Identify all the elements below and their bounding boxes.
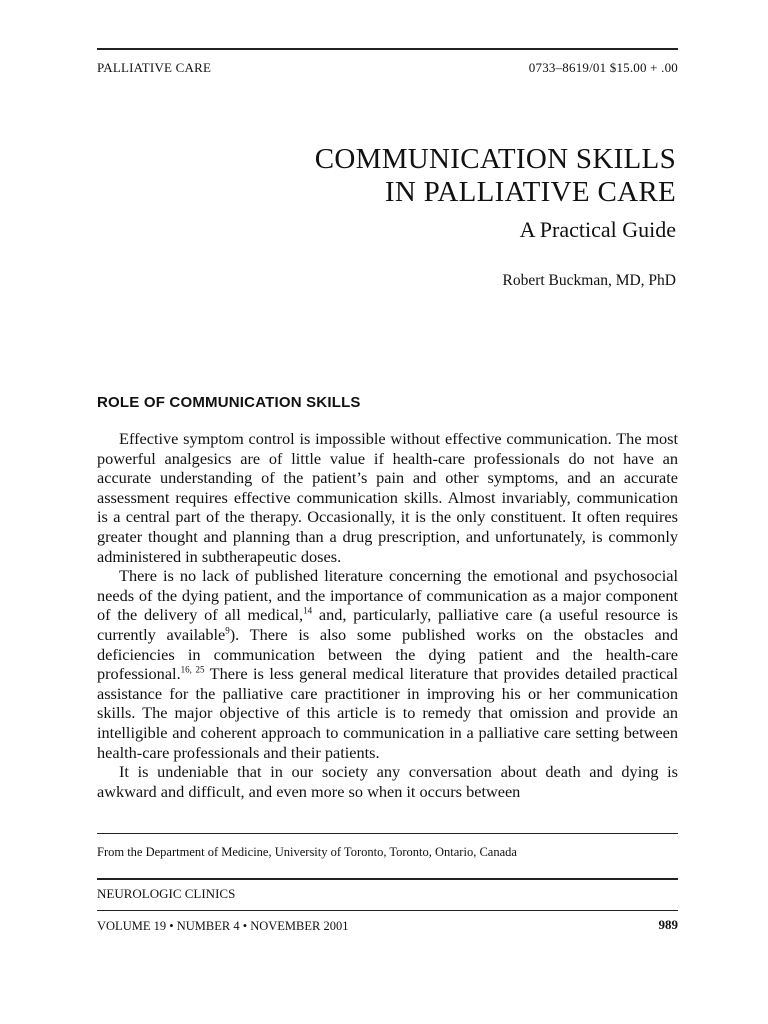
affiliation-footnote: From the Department of Medicine, University of Toronto, Toronto, Ontario, Canada (97, 845, 517, 859)
journal-name: NEUROLOGIC CLINICS (97, 886, 236, 901)
page-number: 989 (658, 917, 678, 932)
paragraph-2 (97, 566, 678, 762)
article-title (315, 143, 676, 209)
title-line-1: COMMUNICATION SKILLS (314, 143, 676, 175)
paragraph-2-part-a: There is no lack of published literature concerning the emotional and psychosocial needs of the dying patient, and the importance of communication as a major component of the delivery of all medical, (97, 566, 678, 625)
article-subtitle: A Practical Guide (519, 217, 676, 242)
author-name: Robert Buckman, MD, PhD (502, 272, 676, 289)
paragraph-2-part-c: ). There is also some published works on the obstacles and deficiencies in communication between the dying patient and the health-care professional. (97, 624, 678, 684)
reference-superscript: 16, 25 (180, 664, 205, 675)
paragraph-1: Effective symptom control is impossible without effective communication. The most powerful analgesics are of little value if health-care professionals do not have an accurate understanding of the patient’s pain and other symptoms, and an accurate assessment requires effective communication skills. Almost invariably, communication is a central part of the therapy. Occasionally, it is the only constituent. It often requires greater thought and planning than a drug prescription, and unfortunately, is commonly administered in subtherapeutic doses. (97, 429, 678, 566)
running-header-left: PALLIATIVE CARE (97, 60, 212, 75)
title-line-2: IN PALLIATIVE CARE (384, 176, 676, 208)
top-rule (97, 48, 678, 50)
running-header-right: 0733–8619/01 $15.00 + .00 (528, 60, 678, 75)
paragraph-2-part-d: There is less general medical literature that provides detailed practical assistance for the palliative care practitioner in improving his or her communication skills. The major objective of this article is to remedy that omission and provide an intelligible and coherent approach to communication in a palliative care setting between health-care professionals and their patients. (97, 664, 678, 762)
body-text (97, 429, 678, 801)
issue-info: VOLUME 19 • NUMBER 4 • NOVEMBER 2001 (97, 919, 349, 933)
paragraph-2-part-b: and, particularly, palliative care (a useful resource is currently available (97, 605, 678, 644)
footer-rule-bottom (97, 910, 678, 911)
paragraph-3: It is undeniable that in our society any conversation about death and dying is awkward and difficult, and even more so when it occurs between (97, 762, 678, 801)
section-heading: ROLE OF COMMUNICATION SKILLS (97, 394, 361, 411)
footer-rule-top (97, 878, 678, 880)
reference-superscript: 9 (225, 625, 230, 636)
footnote-rule (97, 833, 678, 834)
reference-superscript: 14 (303, 605, 313, 616)
